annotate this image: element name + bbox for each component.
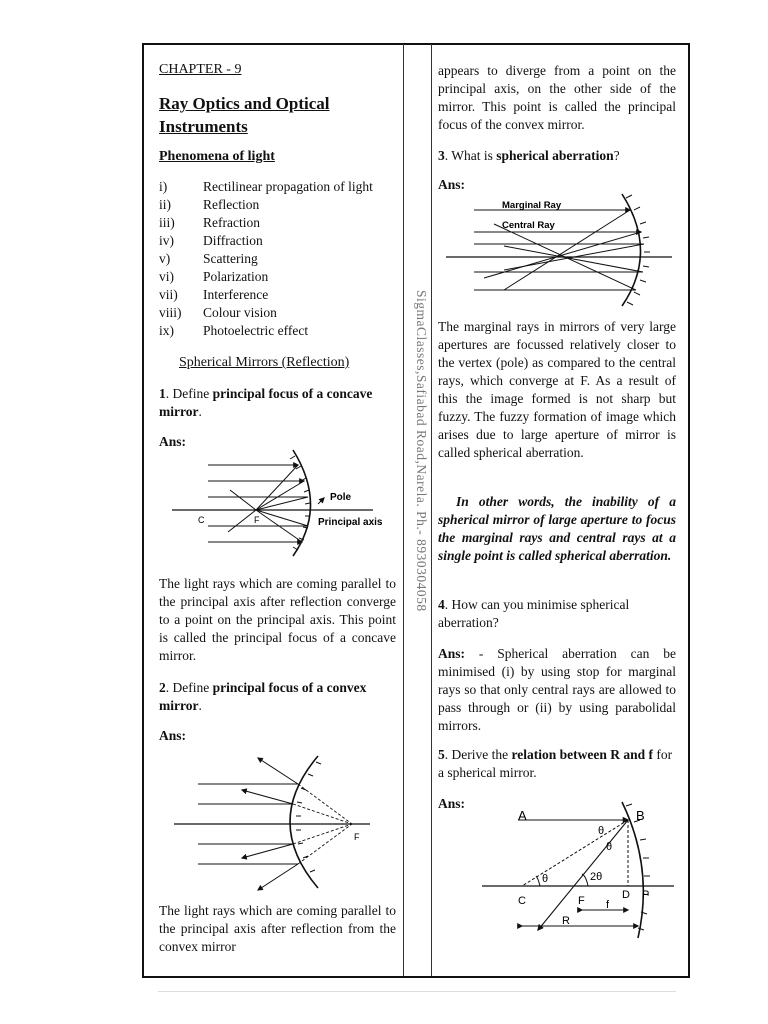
label-pole: Pole	[330, 492, 352, 503]
question-5: 5. Derive the relation between R and f for a spherical mirror.	[438, 747, 673, 780]
label-r-length: R	[562, 915, 570, 927]
label-f: F	[254, 515, 260, 525]
page-title: Ray Optics and Optical Instruments	[159, 94, 330, 136]
phenomena-list	[159, 178, 396, 340]
list-item: v) Scattering	[159, 251, 258, 266]
label-a: A	[518, 808, 527, 823]
question-1: 1. Define principal focus of a concave mirror.	[159, 386, 373, 419]
watermark: SigmaClasses,Safiabad Road,Narela. Ph.- 8930304058	[414, 290, 429, 612]
list-item: vi) Polarization	[159, 269, 269, 284]
list-item: ii) Reflection	[159, 197, 260, 212]
answer-4-text: Ans: - Spherical aberration can be minimised (i) by using stop for marginal rays so that only central rays are allowed to pass through or (ii) by using parabolidal mirrors.	[438, 646, 676, 733]
concave-mirror	[622, 194, 641, 306]
label-f: F	[354, 832, 360, 842]
label-d: D	[622, 889, 630, 901]
section-heading: Spherical Mirrors (Reflection)	[179, 355, 350, 370]
phenomena-heading: Phenomena of light	[159, 149, 275, 164]
label-p: P	[642, 889, 650, 901]
answer-label-5: Ans:	[438, 796, 466, 811]
answer-label-2: Ans:	[159, 728, 187, 743]
answer-2-text: The light rays which are coming parallel to the principal axis after reflection from the convex mirror	[159, 903, 396, 954]
list-item: iv) Diffraction	[159, 233, 263, 248]
list-item: viii) Colour vision	[159, 305, 277, 320]
label-f: F	[578, 895, 585, 907]
label-theta-3: θ	[542, 873, 549, 885]
label-c: C	[518, 895, 526, 907]
list-item: iii) Refraction	[159, 215, 260, 230]
answer-1-text: The light rays which are coming parallel to the principal axis after reflection converge to a point on the principal axis. This point is called the principal focus of a concave mirror.	[159, 576, 396, 663]
label-principal-axis: Principal axis	[318, 517, 383, 528]
answer-3-text: The marginal rays in mirrors of very large apertures are focussed relatively closer to the vertex (pole) as compared to the central rays, which converge at F. As a result of this the image formed is not sharp but fuzzy. The fuzzy formation of image which arises due to large aperture of mirror is called spherical aberration.	[438, 319, 676, 460]
label-b: B	[636, 808, 645, 823]
question-2: 2. Define principal focus of a convex mirror.	[159, 680, 367, 713]
concave-mirror-figure	[168, 448, 396, 560]
chapter-label: CHAPTER - 9	[159, 62, 242, 77]
footer-rule	[158, 991, 676, 992]
answer-2-continued: appears to diverge from a point on the principal axis, on the other side of the mirror. This point is called the principal focus of the convex mirror.	[438, 63, 676, 132]
answer-label-3: Ans:	[438, 177, 466, 192]
convex-mirror	[290, 756, 318, 888]
question-4: 4. How can you minimise spherical aberration?	[438, 597, 630, 630]
question-3: 3. What is spherical aberration?	[438, 148, 620, 163]
convex-mirror-figure	[170, 752, 396, 892]
label-c: C	[198, 515, 205, 525]
label-two-theta: 2θ	[590, 871, 603, 883]
label-f-length: f	[606, 899, 610, 911]
r-f-derivation-figure	[478, 798, 676, 944]
spherical-aberration-figure	[444, 190, 676, 310]
answer-label-1: Ans:	[159, 434, 187, 449]
label-theta-2: θ	[606, 841, 613, 853]
label-marginal-ray: Marginal Ray	[502, 200, 562, 211]
label-theta-1: θ	[598, 825, 605, 837]
label-central-ray: Central Ray	[502, 220, 555, 231]
list-item: ix) Photoelectric effect	[159, 323, 309, 338]
answer-3-emphasis: In other words, the inability of a spherical mirror of large aperture to focus the marginal rays and central rays at a single point is called spherical aberration.	[438, 494, 676, 563]
list-item: vii) Interference	[159, 287, 269, 302]
list-item: i) Rectilinear propagation of light	[159, 179, 373, 194]
